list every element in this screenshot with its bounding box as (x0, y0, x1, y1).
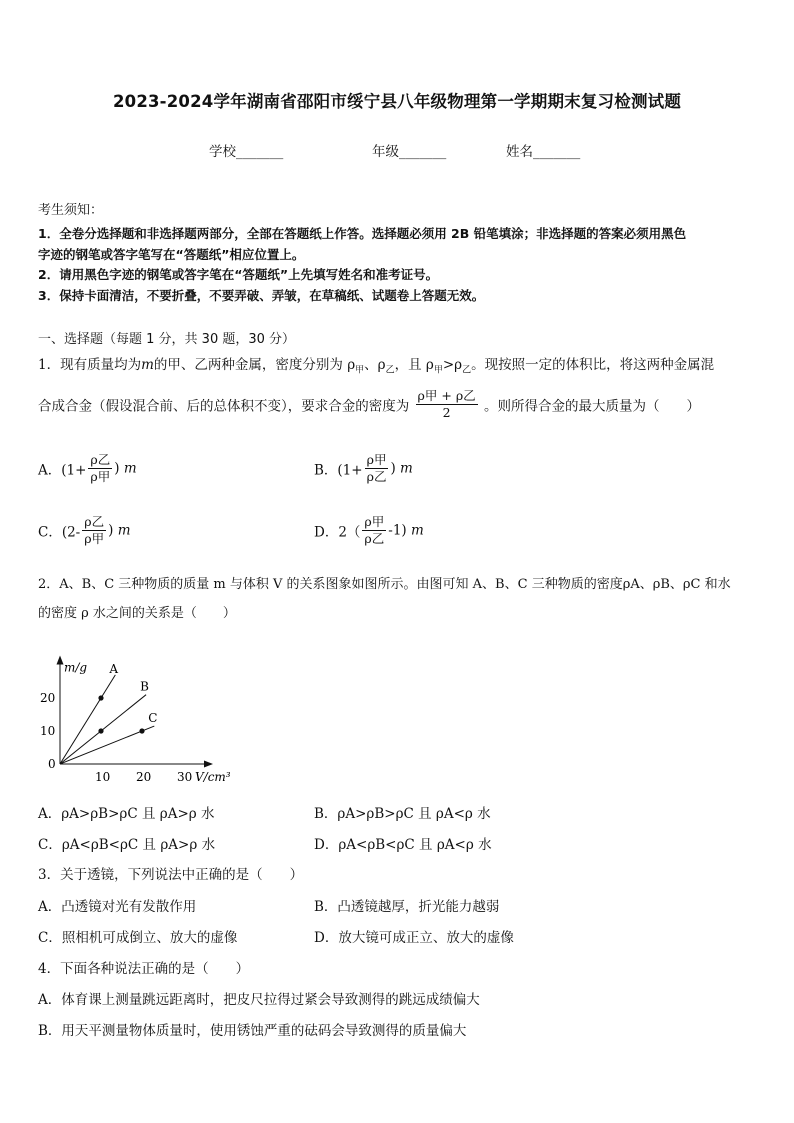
data-point-c (139, 728, 144, 733)
grade-field[interactable]: 年级_______ (372, 144, 447, 160)
q1-option-b[interactable]: B．(1+ $\frac{\text{ρ甲}}{\text{ρ乙}}$ ) m (314, 452, 413, 484)
q4-stem: 4．下面各种说法正确的是（ ） (38, 961, 250, 977)
school-field[interactable]: 学校_______ (209, 144, 284, 160)
x-axis-label: V/cm³ (195, 770, 231, 784)
notice-item-1: 1．全卷分选择题和非选择题两部分，全部在答题纸上作答。选择题必须用 2B 铅笔填涂；非选择题的答案必须用黑色 (38, 226, 687, 241)
notice-item-2: 2．请用黑色字迹的钢笔或答字笔在“答题纸”上先填写姓名和准考证号。 (38, 267, 439, 282)
mass-volume-chart (30, 634, 240, 794)
q3-option-c[interactable]: C．照相机可成倒立、放大的虚像 (38, 930, 238, 946)
q1-option-a[interactable]: A．(1+ $\frac{\text{ρ乙}}{\text{ρ甲}}$ ) m (38, 452, 137, 484)
y-tick-label: 20 (40, 691, 56, 705)
q1-density-fraction: $\frac{\text{ρ甲 + ρ乙}}{2}$ (417, 388, 476, 420)
q4-option-b[interactable]: B．用天平测量物体质量时，使用锈蚀严重的砝码会导致测得的质量偏大 (38, 1023, 467, 1039)
q3-stem: 3．关于透镜，下列说法中正确的是（ ） (38, 867, 304, 883)
series-label-c: C (148, 711, 158, 726)
data-point-a (98, 695, 103, 700)
q3-option-a[interactable]: A．凸透镜对光有发散作用 (38, 899, 197, 915)
y-axis-arrow (57, 656, 64, 665)
origin-label: 0 (48, 757, 56, 771)
notice-heading: 考生须知： (38, 203, 104, 218)
q2-option-d[interactable]: D．ρA<ρB<ρC 且 ρA<ρ 水 (314, 837, 492, 853)
q2-line1: 2．A、B、C 三种物质的质量 m 与体积 V 的关系图象如图所示。由图可知 A、B、C 三种物质的密度ρA、ρB、ρC 和水 (38, 577, 731, 592)
q2-option-a[interactable]: A．ρA>ρB>ρC 且 ρA>ρ 水 (38, 806, 215, 822)
x-tick-label: 30 (177, 770, 193, 784)
y-tick-label: 10 (40, 724, 56, 738)
q1-line2: 合成合金（假设混合前、后的总体积不变），要求合金的密度为 $\frac{\text{ρ甲 + ρ乙}}{2}$ 。则所得合金的最大质量为（ ） (38, 388, 700, 420)
q2-option-c[interactable]: C．ρA<ρB<ρC 且 ρA>ρ 水 (38, 837, 216, 853)
name-field[interactable]: 姓名_______ (506, 144, 581, 160)
series-line-a (60, 675, 115, 764)
x-axis-arrow (204, 761, 213, 768)
x-tick-label: 20 (136, 770, 152, 784)
q3-option-d[interactable]: D．放大镜可成正立、放大的虚像 (314, 930, 514, 946)
q4-option-a[interactable]: A．体育课上测量跳远距离时，把皮尺拉得过紧会导致测得的跳远成绩偏大 (38, 992, 480, 1008)
section-heading: 一、选择题（每题 1 分，共 30 题，30 分） (38, 332, 296, 347)
notice-item-3: 3．保持卡面清洁，不要折叠，不要弄破、弄皱，在草稿纸、试题卷上答题无效。 (38, 288, 485, 303)
page-title: 2023-2024学年湖南省邵阳市绥宁县八年级物理第一学期期末复习检测试题 (112, 92, 682, 111)
series-label-a: A (109, 661, 119, 676)
q1-line1: 1．现有质量均为m的甲、乙两种金属，密度分别为 $\rho_甲$、$\rho_乙$，且 $\rho_甲>\rho_乙$。现按照一定的体积比，将这两种金属混 (38, 357, 715, 376)
x-tick-label: 10 (95, 770, 111, 784)
q1-option-c[interactable]: C．(2- $\frac{\text{ρ乙}}{\text{ρ甲}}$ ) m (38, 514, 131, 546)
q3-option-b[interactable]: B．凸透镜越厚，折光能力越弱 (314, 899, 500, 915)
notice-item-1-cont: 字迹的钢笔或答字笔写在“答题纸”相应位置上。 (38, 247, 305, 262)
y-axis-label: m/g (64, 660, 88, 675)
series-line-b (60, 695, 146, 764)
q2-option-b[interactable]: B．ρA>ρB>ρC 且 ρA<ρ 水 (314, 806, 491, 822)
q2-line2: 的密度 ρ 水之间的关系是（ ） (38, 606, 236, 621)
data-point-b (98, 728, 103, 733)
q1-option-d[interactable]: D．2（ $\frac{\text{ρ甲}}{\text{ρ乙}}$ -1) m (314, 514, 424, 546)
series-label-b: B (140, 679, 149, 694)
